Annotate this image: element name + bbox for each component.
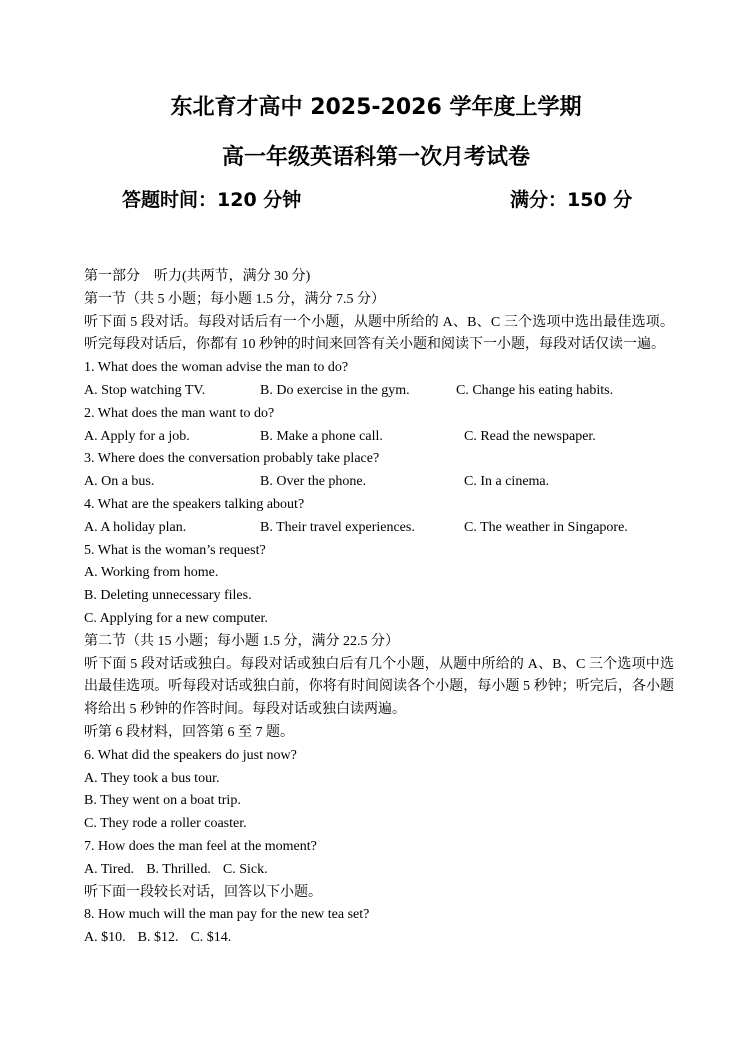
option-c: C. $14. [190, 930, 232, 946]
option-b: B. Thrilled. [146, 861, 211, 877]
question-1-options [84, 380, 674, 403]
exam-title: 高一年级英语科第一次月考试卷 [221, 145, 530, 170]
option-b: B. Their travel experiences. [260, 519, 415, 535]
option-b: B. Deleting unnecessary files. [84, 588, 252, 604]
option-a: A. Apply for a job. [84, 428, 190, 444]
part1-title: 第一部分 听力(共两节，满分 30 分) [84, 269, 311, 284]
option-a: A. A holiday plan. [84, 519, 187, 535]
option-b: B. Do exercise in the gym. [260, 382, 410, 398]
question-8-options [84, 927, 674, 950]
question-4-options [84, 517, 674, 540]
option-c: C. Sick. [222, 861, 268, 877]
question-3: 3. Where does the conversation probably take place? [84, 451, 380, 467]
school-title: 东北育才高中 2025-2026 学年度上学期 [170, 95, 582, 120]
option-b: B. Over the phone. [260, 474, 367, 490]
score-label: 满分：150 分 [510, 189, 633, 211]
option-c: C. They rode a roller coaster. [84, 816, 247, 832]
option-b: B. $12. [137, 930, 179, 946]
option-c: C. In a cinema. [464, 474, 550, 490]
option-a: A. Working from home. [84, 565, 219, 581]
question-4: 4. What are the speakers talking about? [84, 496, 305, 512]
question-7: 7. How does the man feel at the moment? [84, 838, 317, 854]
exam-body [84, 266, 674, 950]
material-6-note: 听第 6 段材料，回答第 6 至 7 题。 [84, 724, 294, 740]
option-b: B. They went on a boat trip. [84, 793, 241, 809]
option-a: A. Stop watching TV. [84, 382, 206, 398]
section2-title: 第二节（共 15 小题；每小题 1.5 分，满分 22.5 分） [84, 633, 399, 649]
question-2: 2. What does the man want to do? [84, 405, 275, 421]
section2-instructions: 听下面 5 段对话或独白。每段对话或独白后有几个小题，从题中所给的 A、B、C 三个选项中选出最佳选项。听每段对话或独白前，你将有时间阅读各个小题，每小题 5 秒钟；听完后，各小题将给出 5 秒钟的作答时间。每段对话或独白读两遍。 [84, 656, 674, 718]
material-next-note: 听下面一段较长对话，回答以下小题。 [84, 884, 322, 900]
time-label: 答题时间：120 分钟 [122, 189, 302, 211]
option-c: C. Applying for a new computer. [84, 610, 268, 626]
question-5: 5. What is the woman’s request? [84, 542, 266, 558]
option-b: B. Make a phone call. [260, 428, 383, 444]
option-a: A. Tired. [84, 861, 135, 877]
option-a: A. On a bus. [84, 474, 155, 490]
option-c: C. Change his eating habits. [456, 382, 614, 398]
question-8: 8. How much will the man pay for the new tea set? [84, 907, 370, 923]
question-6: 6. What did the speakers do just now? [84, 747, 297, 763]
question-3-options [84, 471, 674, 494]
option-c: C. The weather in Singapore. [464, 519, 628, 535]
option-a: A. $10. [84, 930, 126, 946]
section1-title: 第一节（共 5 小题；每小题 1.5 分，满分 7.5 分） [84, 291, 385, 307]
section1-instructions: 听下面 5 段对话。每段对话后有一个小题，从题中所给的 A、B、C 三个选项中选出最佳选项。听完每段对话后，你都有 10 秒钟的时间来回答有关小题和阅读下一小题，每段对话仅读一遍。 [84, 314, 674, 353]
question-1: 1. What does the woman advise the man to do? [84, 360, 349, 376]
option-c: C. Read the newspaper. [464, 428, 596, 444]
question-2-options [84, 426, 674, 449]
question-7-options [84, 859, 674, 882]
option-a: A. They took a bus tour. [84, 770, 220, 786]
